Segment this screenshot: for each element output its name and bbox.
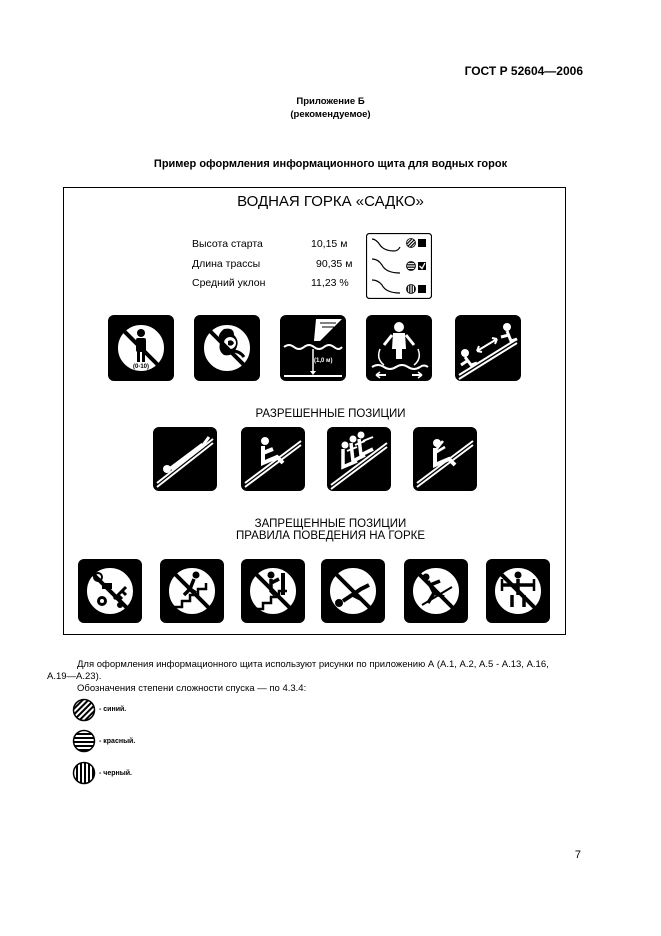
standard-number: ГОСТ Р 52604—2006 [464, 64, 583, 78]
figure-caption: Пример оформления информационного щита для водных горок [153, 158, 508, 170]
appendix-title: Приложение Б [296, 96, 365, 107]
behavior-rules-title: ПРАВИЛА ПОВЕДЕНИЯ НА ГОРКЕ [235, 530, 425, 542]
legend-vertical-icon [72, 761, 96, 785]
body-paragraph-1b: А.19—А.23). [47, 671, 102, 682]
stat-value-length: 90,35 м [316, 258, 353, 270]
no-pregnant-icon [194, 315, 260, 381]
legend-label-black: - черный. [99, 770, 132, 777]
no-pushing-icon [241, 559, 305, 623]
lying-feet-first-icon [153, 427, 217, 491]
forbidden-positions-title: ЗАПРЕЩЕННЫЕ ПОЗИЦИИ [254, 518, 407, 530]
no-head-first-icon [321, 559, 385, 623]
sitting-group-icon [327, 427, 391, 491]
no-items-icon [78, 559, 142, 623]
stat-value-slope: 11,23 % [311, 277, 349, 289]
stat-label-length: Длина трассы [192, 258, 261, 270]
no-standing-icon [404, 559, 468, 623]
keep-distance-icon [455, 315, 521, 381]
board-title: ВОДНАЯ ГОРКА «САДКО» [237, 193, 424, 210]
allowed-positions-title: РАЗРЕШЕННЫЕ ПОЗИЦИИ [255, 408, 406, 420]
no-stopping-icon [486, 559, 550, 623]
appendix-subtitle: (рекомендуемое) [290, 109, 371, 120]
legend-label-blue: - синий. [99, 706, 127, 713]
legend-diagonal-icon [72, 698, 96, 722]
page-number: 7 [574, 849, 581, 861]
sitting-hands-up-icon [413, 427, 477, 491]
legend-label-red: - красный. [99, 738, 136, 745]
stat-value-height: 10,15 м [311, 238, 348, 250]
pool-depth-label: (1,0 м) [314, 358, 333, 364]
slide-profile-diagram [366, 233, 432, 299]
stat-label-slope: Средний уклон [192, 277, 266, 289]
no-climbing-stairs-icon [160, 559, 224, 623]
body-paragraph-2: Обозначения степени сложности спуска — по 4.3.4: [77, 683, 307, 694]
no-children-icon [108, 315, 174, 381]
sitting-feet-first-icon [241, 427, 305, 491]
body-paragraph-1a: Для оформления информационного щита используют рисунки по приложению А (А.1, А.2, А.5 - А.13, А.16, [77, 659, 549, 670]
children-age-label: (0-10) [132, 364, 149, 370]
stat-label-height: Высота старта [192, 238, 263, 250]
leave-pool-icon [366, 315, 432, 381]
legend-horizontal-icon [72, 729, 96, 753]
pool-depth-icon [280, 315, 346, 381]
